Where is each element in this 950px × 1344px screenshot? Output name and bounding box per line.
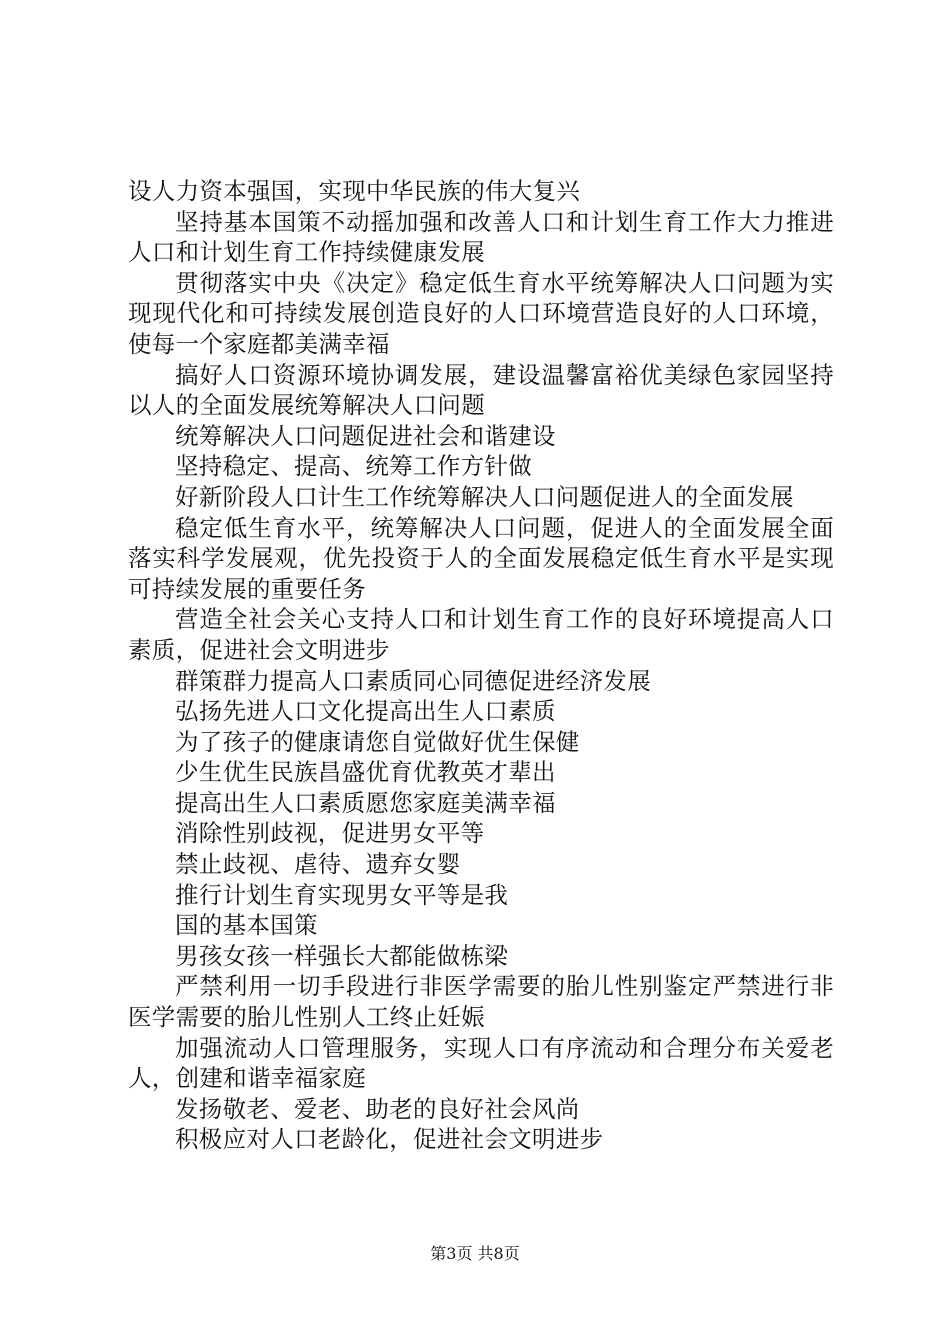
paragraph-2: 坚持基本国策不动摇加强和改善人口和计划生育工作大力推进人口和计划生育工作持续健康发展 xyxy=(128,207,834,267)
paragraph-20: 严禁利用一切手段进行非医学需要的胎儿性别鉴定严禁进行非医学需要的胎儿性别人工终止妊娠 xyxy=(128,972,834,1032)
paragraph-22: 发扬敬老、爱老、助老的良好社会风尚 xyxy=(175,1094,580,1123)
paragraph-19: 男孩女孩一样强长大都能做栋梁 xyxy=(175,941,509,970)
paragraph-13: 少生优生民族昌盛优育优教英才辈出 xyxy=(175,758,556,787)
paragraph-9: 营造全社会关心支持人口和计划生育工作的良好环境提高人口素质，促进社会文明进步 xyxy=(128,605,834,664)
page-footer xyxy=(0,1244,950,1264)
paragraph-14: 提高出生人口素质愿您家庭美满幸福 xyxy=(175,788,556,817)
paragraph-23: 积极应对人口老龄化，促进社会文明进步 xyxy=(175,1125,604,1154)
paragraph-15: 消除性别歧视，促进男女平等 xyxy=(175,819,485,848)
paragraph-12: 为了孩子的健康请您自觉做好优生保健 xyxy=(175,727,580,756)
paragraph-18: 国的基本国策 xyxy=(175,911,318,940)
paragraph-21: 加强流动人口管理服务，实现人口有序流动和合理分布关爱老人，创建和谐幸福家庭 xyxy=(128,1033,834,1093)
paragraph-4: 搞好人口资源环境协调发展，建设温馨富裕优美绿色家园坚持以人的全面发展统筹解决人口问题 xyxy=(128,360,834,420)
document-body xyxy=(128,176,834,1155)
paragraph-3: 贯彻落实中央《决定》稳定低生育水平统筹解决人口问题为实现现代化和可持续发展创造良好的人口环境营造良好的人口环境，使每一个家庭都美满幸福 xyxy=(128,268,834,358)
page-number-label: 第3页 共8页 xyxy=(430,1244,520,1263)
paragraph-11: 弘扬先进人口文化提高出生人口素质 xyxy=(175,697,556,726)
paragraph-17: 推行计划生育实现男女平等是我 xyxy=(175,880,509,909)
paragraph-8: 稳定低生育水平，统筹解决人口问题，促进人的全面发展全面落实科学发展观，优先投资于人的全面发展稳定低生育水平是实现可持续发展的重要任务 xyxy=(128,513,834,603)
paragraph-6: 坚持稳定、提高、统筹工作方针做 xyxy=(175,452,532,481)
paragraph-16: 禁止歧视、虐待、遗弃女婴 xyxy=(175,850,461,879)
paragraph-5: 统筹解决人口问题促进社会和谐建设 xyxy=(175,421,556,450)
paragraph-7: 好新阶段人口计生工作统筹解决人口问题促进人的全面发展 xyxy=(175,482,794,511)
paragraph-10: 群策群力提高人口素质同心同德促进经济发展 xyxy=(175,666,651,695)
paragraph-1: 设人力资本强国，实现中华民族的伟大复兴 xyxy=(128,177,581,205)
